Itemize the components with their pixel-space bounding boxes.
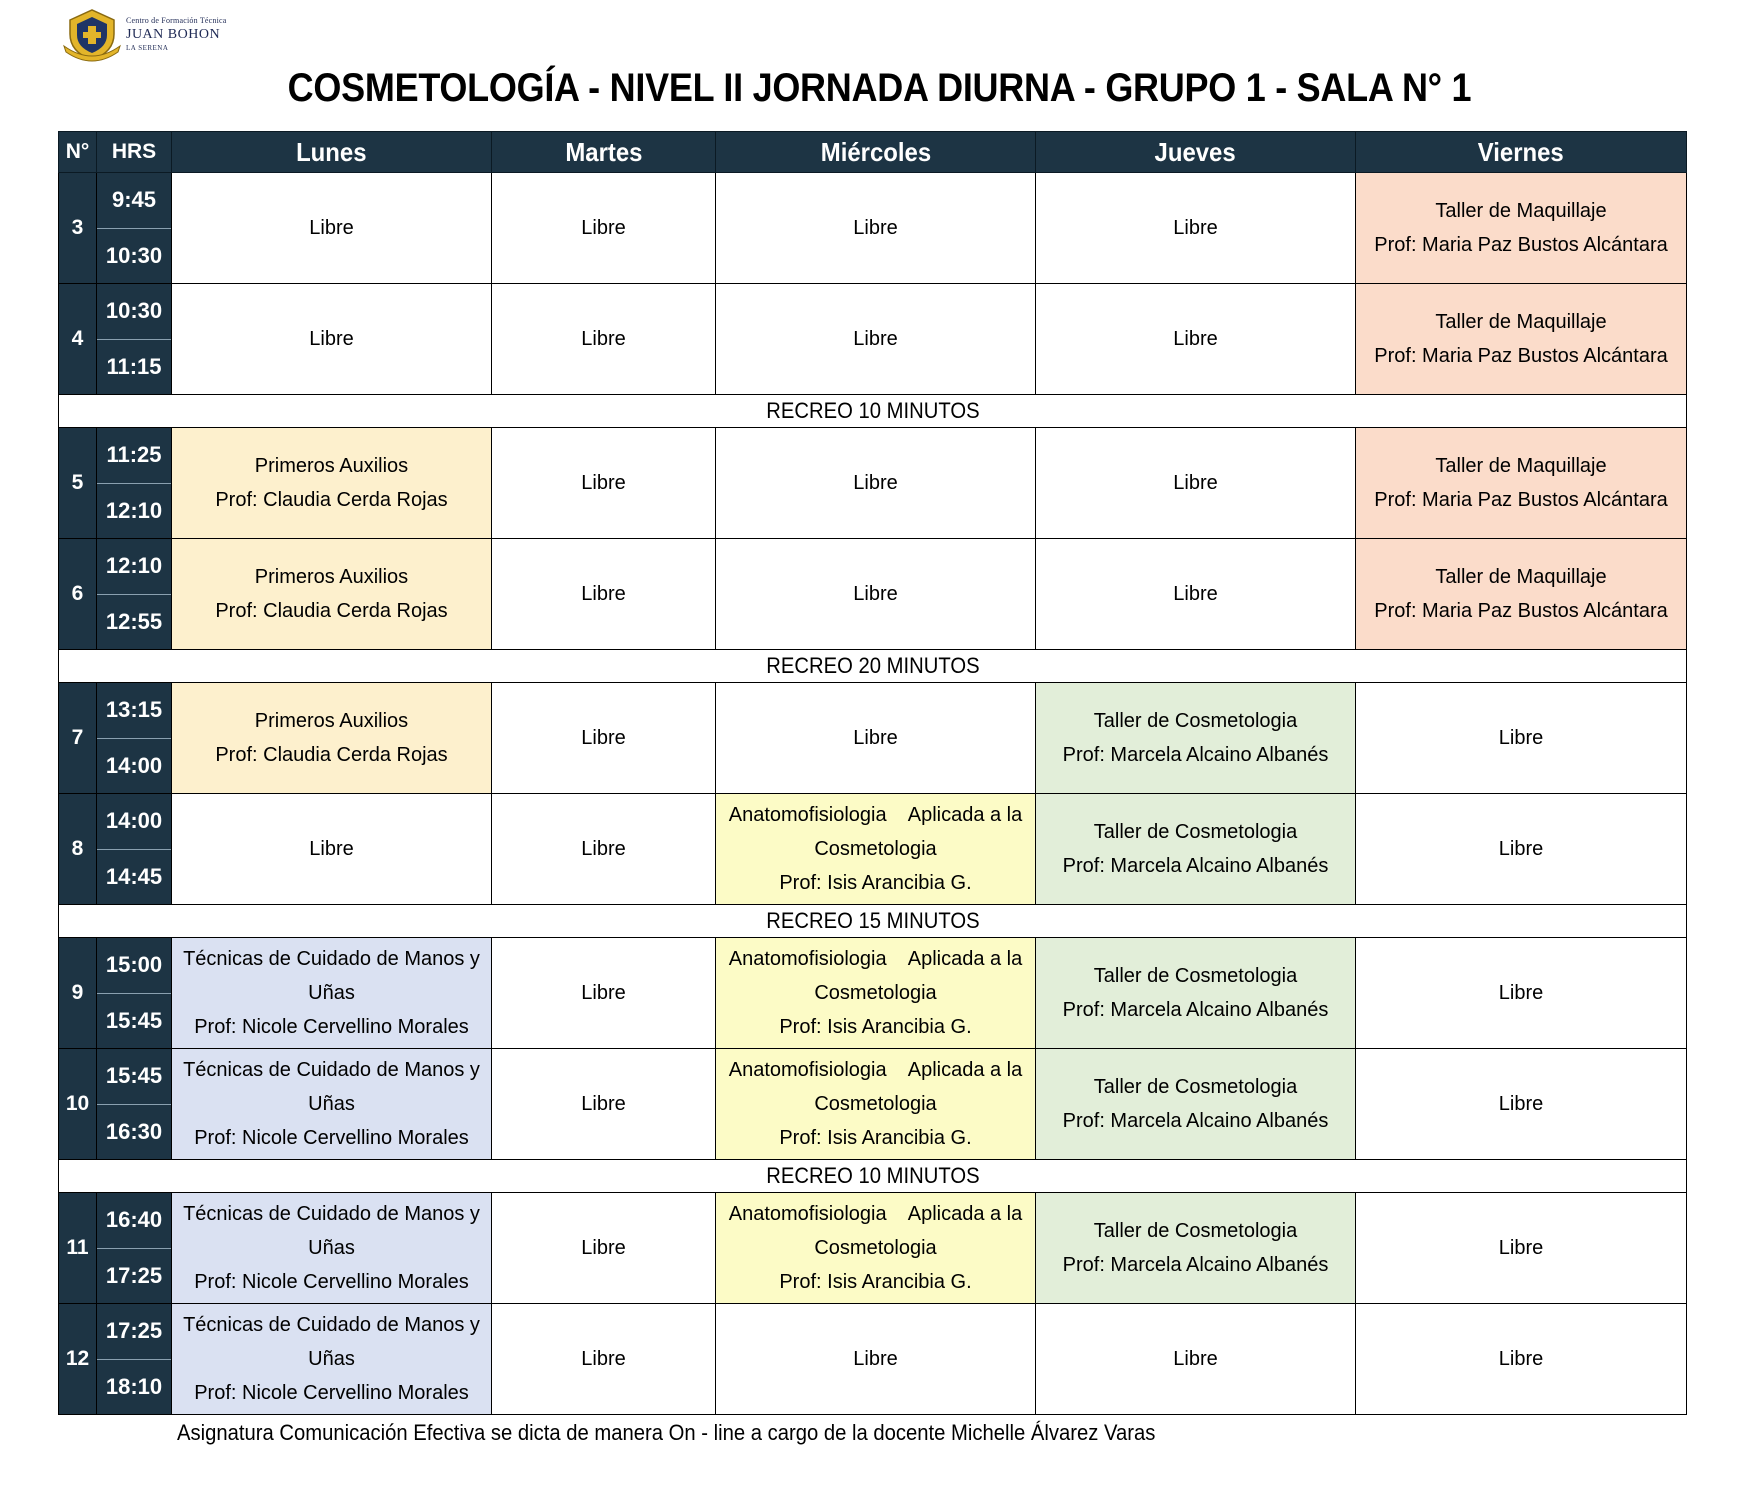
period-number: 11	[59, 1193, 97, 1304]
cell-line: Prof: Isis Arancibia G.	[779, 1127, 972, 1149]
class-cell-free	[492, 173, 716, 284]
cell-line: Anatomofisiologia Aplicada a la	[728, 948, 1023, 970]
cell-line: Anatomofisiologia Aplicada a la	[728, 1059, 1023, 1081]
start-time: 17:25	[97, 1304, 171, 1360]
header-day: Jueves	[1036, 132, 1356, 173]
class-cell-cosm	[1036, 1193, 1356, 1304]
header-day: Lunes	[172, 132, 492, 173]
cell-line: Uñas	[308, 1348, 355, 1370]
class-cell-free	[1356, 1193, 1687, 1304]
cell-line: Taller de Maquillaje	[1435, 455, 1607, 477]
cell-line: Libre	[1498, 982, 1544, 1004]
cell-line: Libre	[853, 583, 898, 605]
class-cell-free	[716, 173, 1036, 284]
cell-line: Taller de Cosmetologia	[1093, 710, 1298, 732]
period-row	[59, 428, 1687, 539]
header-day: Miércoles	[716, 132, 1036, 173]
period-hours	[97, 539, 172, 650]
cell-line: Prof: Isis Arancibia G.	[779, 1016, 972, 1038]
cell-line: Libre	[853, 1348, 898, 1370]
period-row	[59, 1304, 1687, 1415]
cell-line: Taller de Cosmetologia	[1093, 821, 1298, 843]
cell-line: Libre	[581, 328, 626, 350]
class-cell-cosm	[1036, 1049, 1356, 1160]
cell-line: Libre	[853, 328, 898, 350]
period-number: 4	[59, 284, 97, 395]
institution-logo	[62, 6, 252, 64]
period-number: 3	[59, 173, 97, 284]
class-cell-free	[492, 794, 716, 905]
cell-line: Libre	[1173, 472, 1218, 494]
cell-line: Libre	[1498, 727, 1544, 749]
period-hours	[97, 938, 172, 1049]
period-row	[59, 173, 1687, 284]
logo-line-3: LA SERENA	[126, 44, 169, 52]
class-cell-anat	[716, 1049, 1036, 1160]
period-row	[59, 1049, 1687, 1160]
class-cell-prim	[172, 539, 492, 650]
cell-line: Prof: Maria Paz Bustos Alcántara	[1374, 600, 1668, 622]
class-cell-cosm	[1036, 938, 1356, 1049]
cell-line: Primeros Auxilios	[254, 566, 409, 588]
class-cell-free	[1036, 539, 1356, 650]
start-time: 13:15	[97, 683, 171, 739]
cell-line: Libre	[581, 472, 626, 494]
cell-line: Prof: Claudia Cerda Rojas	[215, 744, 448, 766]
break-label: RECREO 10 MINUTOS	[59, 1160, 1687, 1193]
class-cell-free	[492, 428, 716, 539]
period-number: 9	[59, 938, 97, 1049]
class-cell-free	[1356, 938, 1687, 1049]
cell-line: Libre	[581, 1237, 626, 1259]
class-cell-free	[716, 284, 1036, 395]
class-cell-maq	[1356, 539, 1687, 650]
class-cell-tec	[172, 1304, 492, 1415]
class-cell-free	[1356, 1049, 1687, 1160]
end-time: 12:10	[105, 497, 163, 523]
cell-line: Libre	[1173, 1348, 1218, 1370]
cell-line: Taller de Maquillaje	[1435, 566, 1607, 588]
cell-line: Prof: Nicole Cervellino Morales	[194, 1382, 469, 1404]
cell-line: Libre	[1498, 1237, 1544, 1259]
class-cell-anat	[716, 938, 1036, 1049]
class-cell-free	[1356, 683, 1687, 794]
period-row	[59, 794, 1687, 905]
period-row	[59, 683, 1687, 794]
cell-line: Prof: Nicole Cervellino Morales	[194, 1127, 469, 1149]
cell-line: Libre	[309, 217, 354, 239]
period-hours	[97, 428, 172, 539]
cell-line: Libre	[581, 583, 626, 605]
period-number: 6	[59, 539, 97, 650]
class-cell-anat	[716, 794, 1036, 905]
class-cell-free	[1036, 1304, 1356, 1415]
cell-line: Prof: Marcela Alcaino Albanés	[1062, 855, 1329, 877]
cell-line: Uñas	[308, 982, 355, 1004]
cell-line: Libre	[853, 217, 898, 239]
period-hours	[97, 284, 172, 395]
period-number: 10	[59, 1049, 97, 1160]
cell-line: Libre	[1498, 838, 1544, 860]
class-cell-free	[172, 173, 492, 284]
cell-line: Libre	[581, 727, 626, 749]
break-row	[59, 1160, 1687, 1193]
class-cell-free	[716, 539, 1036, 650]
period-row	[59, 938, 1687, 1049]
end-time: 12:55	[105, 608, 163, 634]
schedule-table	[58, 131, 1687, 1415]
header-day: Viernes	[1356, 132, 1687, 173]
page-title: COSMETOLOGÍA - NIVEL II JORNADA DIURNA - GRUPO 1 - SALA N° 1	[287, 66, 1472, 110]
start-time: 10:30	[97, 284, 171, 340]
cell-line: Prof: Marcela Alcaino Albanés	[1062, 1254, 1329, 1276]
cell-line: Técnicas de Cuidado de Manos y	[183, 1314, 480, 1336]
cell-line: Libre	[581, 217, 626, 239]
class-cell-free	[492, 284, 716, 395]
start-time: 15:00	[97, 938, 171, 994]
cell-line: Libre	[309, 838, 354, 860]
cell-line: Libre	[581, 982, 626, 1004]
class-cell-free	[1356, 1304, 1687, 1415]
class-cell-tec	[172, 1193, 492, 1304]
cell-line: Anatomofisiologia Aplicada a la	[728, 804, 1023, 826]
logo-line-1: Centro de Formación Técnica	[126, 16, 227, 25]
class-cell-prim	[172, 428, 492, 539]
cell-line: Técnicas de Cuidado de Manos y	[183, 1203, 480, 1225]
break-label: RECREO 20 MINUTOS	[59, 650, 1687, 683]
class-cell-maq	[1356, 284, 1687, 395]
period-number: 7	[59, 683, 97, 794]
period-row	[59, 539, 1687, 650]
cell-line: Taller de Cosmetologia	[1093, 1076, 1298, 1098]
class-cell-free	[716, 683, 1036, 794]
class-cell-maq	[1356, 428, 1687, 539]
cell-line: Libre	[1173, 583, 1218, 605]
cell-line: Taller de Cosmetologia	[1093, 965, 1298, 987]
class-cell-free	[1036, 284, 1356, 395]
cell-line: Prof: Marcela Alcaino Albanés	[1062, 1110, 1329, 1132]
start-time: 14:00	[97, 794, 171, 850]
cell-line: Prof: Nicole Cervellino Morales	[194, 1016, 469, 1038]
class-cell-prim	[172, 683, 492, 794]
end-time: 14:00	[105, 752, 163, 778]
cell-line: Cosmetologia	[814, 1093, 937, 1115]
cell-line: Uñas	[308, 1237, 355, 1259]
period-hours	[97, 794, 172, 905]
cell-line: Prof: Nicole Cervellino Morales	[194, 1271, 469, 1293]
cell-line: Libre	[309, 328, 354, 350]
cell-line: Primeros Auxilios	[254, 710, 409, 732]
start-time: 16:40	[97, 1193, 171, 1249]
class-cell-free	[492, 938, 716, 1049]
end-time: 17:25	[105, 1262, 163, 1288]
end-time: 15:45	[105, 1007, 163, 1033]
cell-line: Cosmetologia	[814, 838, 937, 860]
break-label: RECREO 10 MINUTOS	[59, 395, 1687, 428]
class-cell-free	[492, 683, 716, 794]
period-row	[59, 284, 1687, 395]
class-cell-free	[716, 428, 1036, 539]
cell-line: Libre	[853, 472, 898, 494]
class-cell-cosm	[1036, 794, 1356, 905]
cell-line: Libre	[1173, 328, 1218, 350]
period-hours	[97, 1304, 172, 1415]
period-row	[59, 1193, 1687, 1304]
header-num: N°	[59, 132, 97, 173]
class-cell-tec	[172, 938, 492, 1049]
class-cell-maq	[1356, 173, 1687, 284]
cell-line: Cosmetologia	[814, 982, 937, 1004]
class-cell-free	[716, 1304, 1036, 1415]
end-time: 10:30	[105, 242, 163, 268]
class-cell-free	[172, 794, 492, 905]
cell-line: Taller de Maquillaje	[1435, 200, 1607, 222]
cell-line: Prof: Marcela Alcaino Albanés	[1062, 744, 1329, 766]
cell-line: Prof: Isis Arancibia G.	[779, 872, 972, 894]
cell-line: Libre	[1498, 1093, 1544, 1115]
cell-line: Libre	[581, 1093, 626, 1115]
cell-line: Anatomofisiologia Aplicada a la	[728, 1203, 1023, 1225]
start-time: 15:45	[97, 1049, 171, 1105]
end-time: 16:30	[105, 1118, 163, 1144]
end-time: 14:45	[105, 863, 163, 889]
period-number: 12	[59, 1304, 97, 1415]
period-hours	[97, 1049, 172, 1160]
start-time: 9:45	[97, 173, 171, 229]
class-cell-free	[492, 1193, 716, 1304]
period-number: 8	[59, 794, 97, 905]
cell-line: Primeros Auxilios	[254, 455, 409, 477]
cell-line: Libre	[581, 838, 626, 860]
period-number: 5	[59, 428, 97, 539]
class-cell-free	[1036, 173, 1356, 284]
cell-line: Prof: Maria Paz Bustos Alcántara	[1374, 489, 1668, 511]
class-cell-free	[1356, 794, 1687, 905]
break-row	[59, 905, 1687, 938]
start-time: 12:10	[97, 539, 171, 595]
logo-line-2: JUAN BOHON	[126, 27, 221, 42]
cell-line: Uñas	[308, 1093, 355, 1115]
cell-line: Prof: Isis Arancibia G.	[779, 1271, 972, 1293]
cell-line: Prof: Claudia Cerda Rojas	[215, 489, 448, 511]
class-cell-anat	[716, 1193, 1036, 1304]
cell-line: Libre	[581, 1348, 626, 1370]
cell-line: Cosmetologia	[814, 1237, 937, 1259]
cell-line: Libre	[1498, 1348, 1544, 1370]
cell-line: Prof: Maria Paz Bustos Alcántara	[1374, 234, 1668, 256]
class-cell-free	[492, 539, 716, 650]
class-cell-free	[492, 1304, 716, 1415]
cell-line: Taller de Maquillaje	[1435, 311, 1607, 333]
period-hours	[97, 173, 172, 284]
header-day: Martes	[492, 132, 716, 173]
cell-line: Prof: Marcela Alcaino Albanés	[1062, 999, 1329, 1021]
footnote: Asignatura Comunicación Efectiva se dicta de manera On - line a cargo de la docente Michelle Álvarez Varas	[177, 1420, 1156, 1445]
end-time: 18:10	[105, 1373, 163, 1399]
class-cell-tec	[172, 1049, 492, 1160]
cell-line: Taller de Cosmetologia	[1093, 1220, 1298, 1242]
period-hours	[97, 1193, 172, 1304]
end-time: 11:15	[106, 353, 162, 379]
cell-line: Libre	[853, 727, 898, 749]
schedule-body	[59, 173, 1687, 1415]
crest-icon	[62, 6, 122, 64]
cell-line: Técnicas de Cuidado de Manos y	[183, 948, 480, 970]
period-hours	[97, 683, 172, 794]
header-row	[59, 132, 1687, 173]
cell-line: Libre	[1173, 217, 1218, 239]
break-label: RECREO 15 MINUTOS	[59, 905, 1687, 938]
class-cell-free	[492, 1049, 716, 1160]
break-row	[59, 650, 1687, 683]
cell-line: Técnicas de Cuidado de Manos y	[183, 1059, 480, 1081]
class-cell-free	[1036, 428, 1356, 539]
class-cell-cosm	[1036, 683, 1356, 794]
cell-line: Prof: Maria Paz Bustos Alcántara	[1374, 345, 1668, 367]
break-row	[59, 395, 1687, 428]
cell-line: Prof: Claudia Cerda Rojas	[215, 600, 448, 622]
start-time: 11:25	[97, 428, 171, 484]
header-hrs: HRS	[97, 132, 172, 173]
class-cell-free	[172, 284, 492, 395]
